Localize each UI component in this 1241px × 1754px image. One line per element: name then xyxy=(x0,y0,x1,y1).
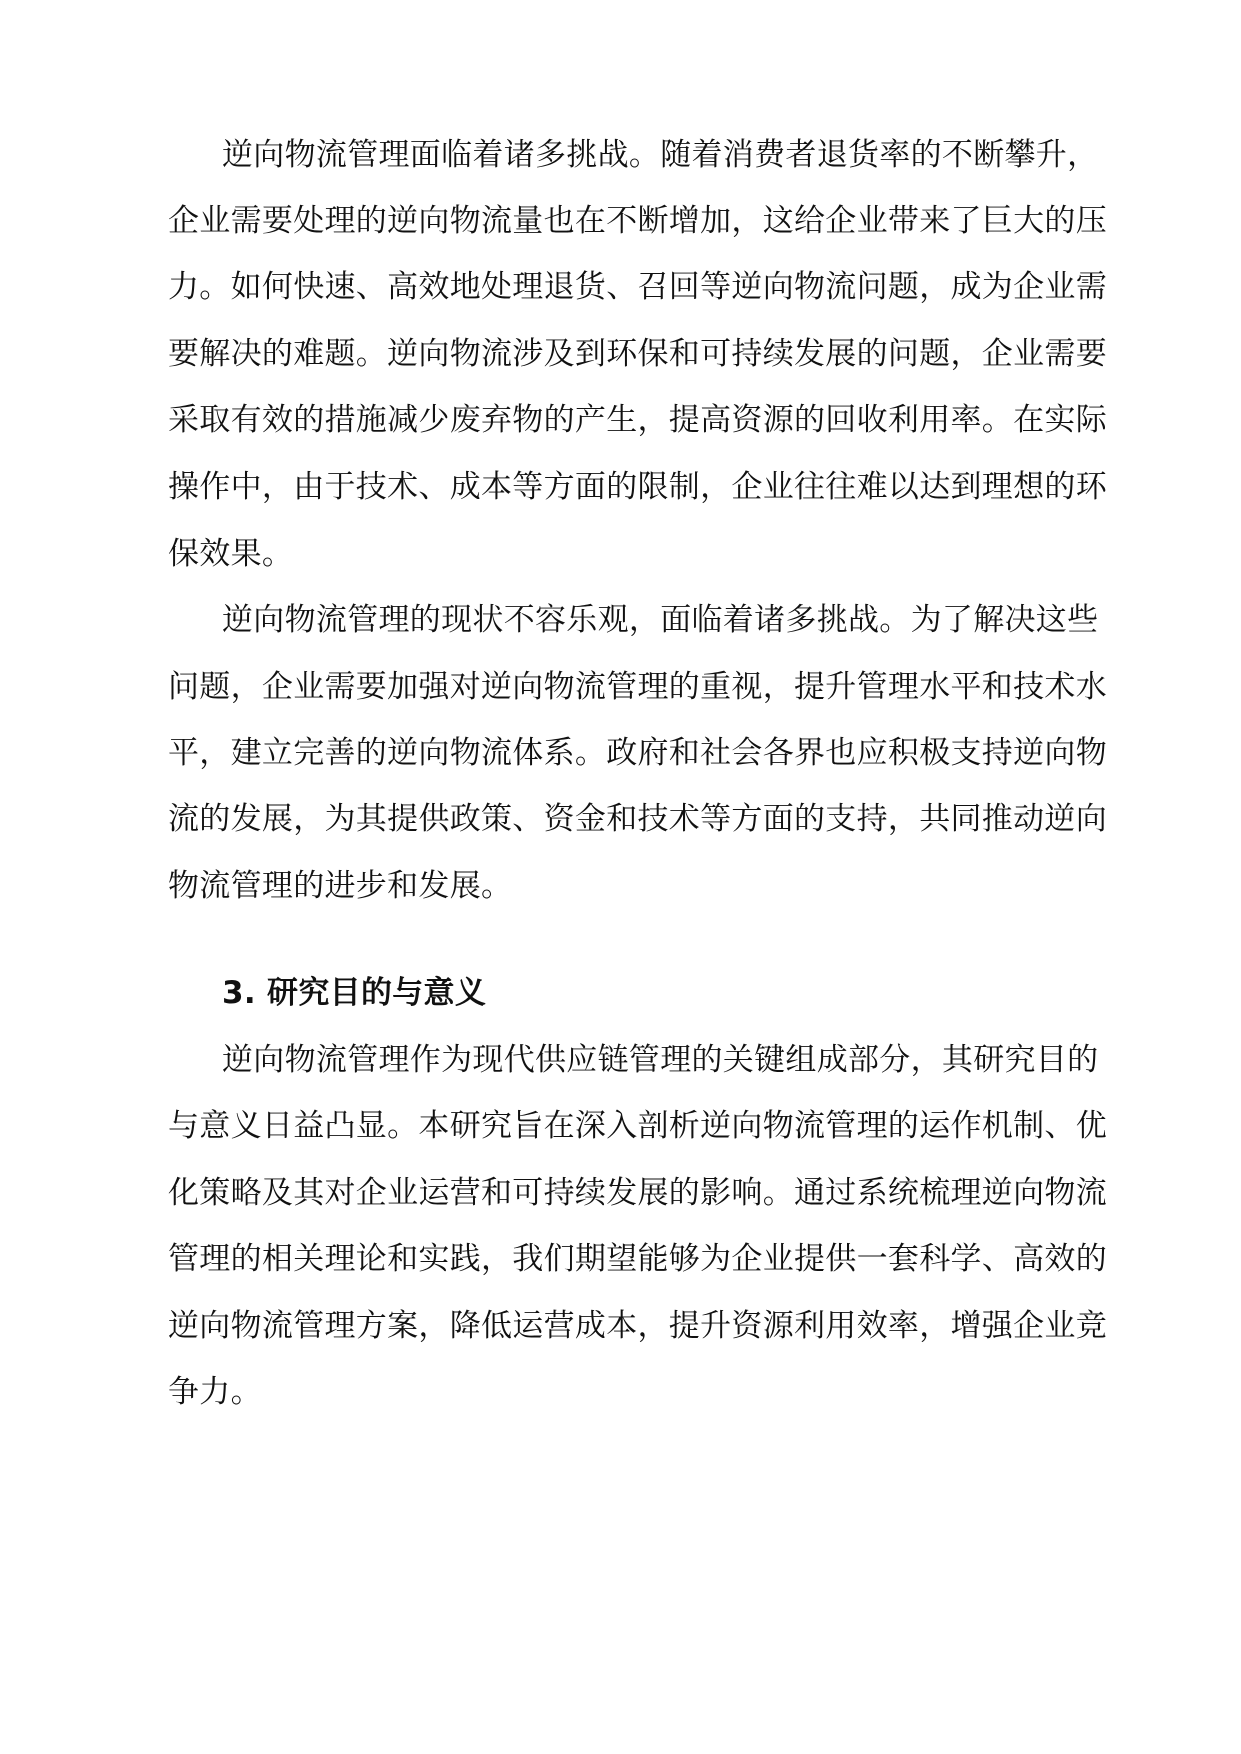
paragraph-1-line-6: 操作中，由于技术、成本等方面的限制，企业往往难以达到理想的环 xyxy=(168,469,1107,505)
paragraph-1-line-2: 企业需要处理的逆向物流量也在不断增加，这给企业带来了巨大的压 xyxy=(168,203,1107,239)
paragraph-1-line-5: 采取有效的措施减少废弃物的产生，提高资源的回收利用率。在实际 xyxy=(168,402,1107,438)
paragraph-3-line-2: 与意义日益凸显。本研究旨在深入剖析逆向物流管理的运作机制、优 xyxy=(168,1108,1107,1144)
paragraph-2-line-3: 平，建立完善的逆向物流体系。政府和社会各界也应积极支持逆向物 xyxy=(168,735,1107,771)
paragraph-1-line-3: 力。如何快速、高效地处理退货、召回等逆向物流问题，成为企业需 xyxy=(168,269,1107,305)
paragraph-2-line-4: 流的发展，为其提供政策、资金和技术等方面的支持，共同推动逆向 xyxy=(168,801,1107,837)
section-heading: 3. 研究目的与意义 xyxy=(222,975,487,1011)
paragraph-3-line-6: 争力。 xyxy=(168,1374,262,1410)
paragraph-2-line-5: 物流管理的进步和发展。 xyxy=(168,868,513,904)
paragraph-1-line-1: 逆向物流管理面临着诸多挑战。随着消费者退货率的不断攀升， xyxy=(222,137,1099,173)
paragraph-2-line-2: 问题，企业需要加强对逆向物流管理的重视，提升管理水平和技术水 xyxy=(168,669,1107,705)
paragraph-3-line-3: 化策略及其对企业运营和可持续发展的影响。通过系统梳理逆向物流 xyxy=(168,1175,1107,1211)
paragraph-1-line-4: 要解决的难题。逆向物流涉及到环保和可持续发展的问题，企业需要 xyxy=(168,336,1107,372)
paragraph-3-line-5: 逆向物流管理方案，降低运营成本，提升资源利用效率，增强企业竞 xyxy=(168,1308,1107,1344)
paragraph-2-line-1: 逆向物流管理的现状不容乐观，面临着诸多挑战。为了解决这些 xyxy=(222,602,1099,638)
paragraph-3-line-1: 逆向物流管理作为现代供应链管理的关键组成部分，其研究目的 xyxy=(222,1042,1099,1078)
paragraph-3-line-4: 管理的相关理论和实践，我们期望能够为企业提供一套科学、高效的 xyxy=(168,1241,1107,1277)
paragraph-1-line-7: 保效果。 xyxy=(168,536,294,572)
